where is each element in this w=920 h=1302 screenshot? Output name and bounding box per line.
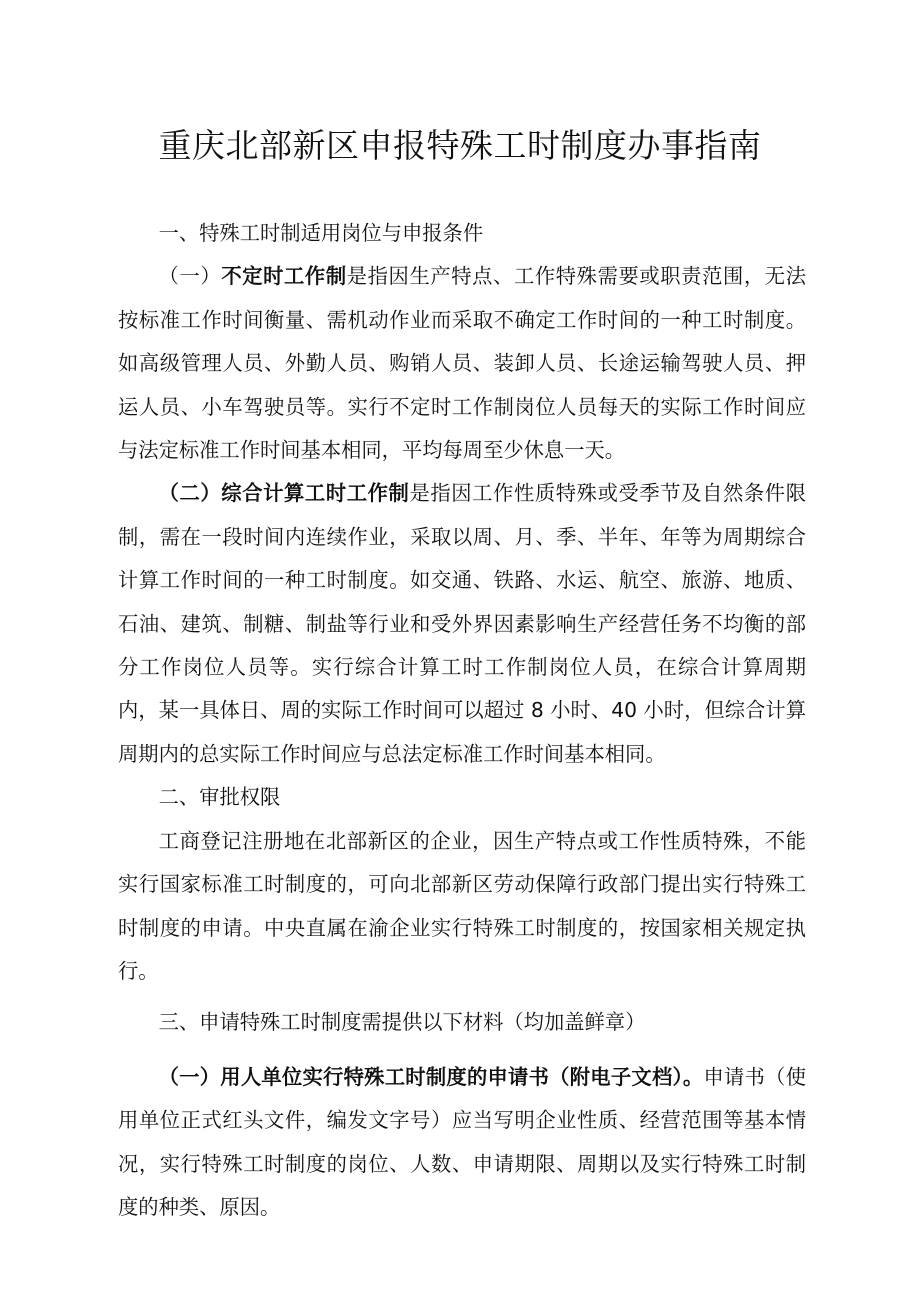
section-1-item-2 xyxy=(118,472,806,776)
document-body xyxy=(118,212,806,1229)
section-3-item-1-term: （一）用人单位实行特殊工时制度的申请书（附电子文档）。 xyxy=(158,1064,704,1089)
section-2-text: 工商登记注册地在北部新区的企业，因生产特点或工作性质特殊，不能实行国家标准工时制度的，可向北部新区劳动保障行政部门提出实行特殊工时制度的申请。中央直属在渝企业实行特殊工时制度的，按国家相关规定执行。 xyxy=(118,828,806,983)
document-title: 重庆北部新区申报特殊工时制度办事指南 xyxy=(158,126,762,165)
section-1-heading: 一、特殊工时制适用岗位与申报条件 xyxy=(158,221,484,245)
section-3-item-1-text: 申请书（使用单位正式红头文件，编发文字号）应当写明企业性质、经营范围等基本情况，实行特殊工时制度的岗位、人数、申请期限、周期以及实行特殊工时制度的种类、原因。 xyxy=(118,1064,806,1219)
item-2-text: 是指因工作性质特殊或受季节及自然条件限制，需在一段时间内连续作业，采取以周、月、季、半年、年等为周期综合计算工作时间的一种工时制度。如交通、铁路、水运、航空、旅游、地质、石油、建筑、制糖、制盐等行业和受外界因素影响生产经营任务不均衡的部分工作岗位人员等。实行综合计算工时工作制岗位人员，在综合计算周期内，某一具体日、周的实际工作时间可以超过 8 小时、40 小时，但综合计算周期内的总实际工作时间应与总法定标准工作时间基本相同。 xyxy=(118,481,806,766)
item-1-term: 不定时工作制 xyxy=(221,264,347,289)
item-1-text: 是指因生产特点、工作特殊需要或职责范围，无法按标准工作时间衡量、需机动作业而采取不确定工作时间的一种工时制度。如高级管理人员、外勤人员、购销人员、装卸人员、长途运输驾驶人员、押运人员、小车驾驶员等。实行不定时工作制岗位人员每天的实际工作时间应与法定标准工作时间基本相同，平均每周至少休息一天。 xyxy=(118,264,806,463)
section-2-heading: 二、审批权限 xyxy=(158,785,281,810)
item-2-term: （二）综合计算工时工作制 xyxy=(158,481,410,506)
section-1-item-1 xyxy=(118,255,806,472)
item-1-prefix: （一） xyxy=(158,264,222,289)
section-3-heading: 三、申请特殊工时制度需提供以下材料（均加盖鲜章） xyxy=(158,1010,646,1035)
section-3-item-1 xyxy=(118,1056,806,1230)
